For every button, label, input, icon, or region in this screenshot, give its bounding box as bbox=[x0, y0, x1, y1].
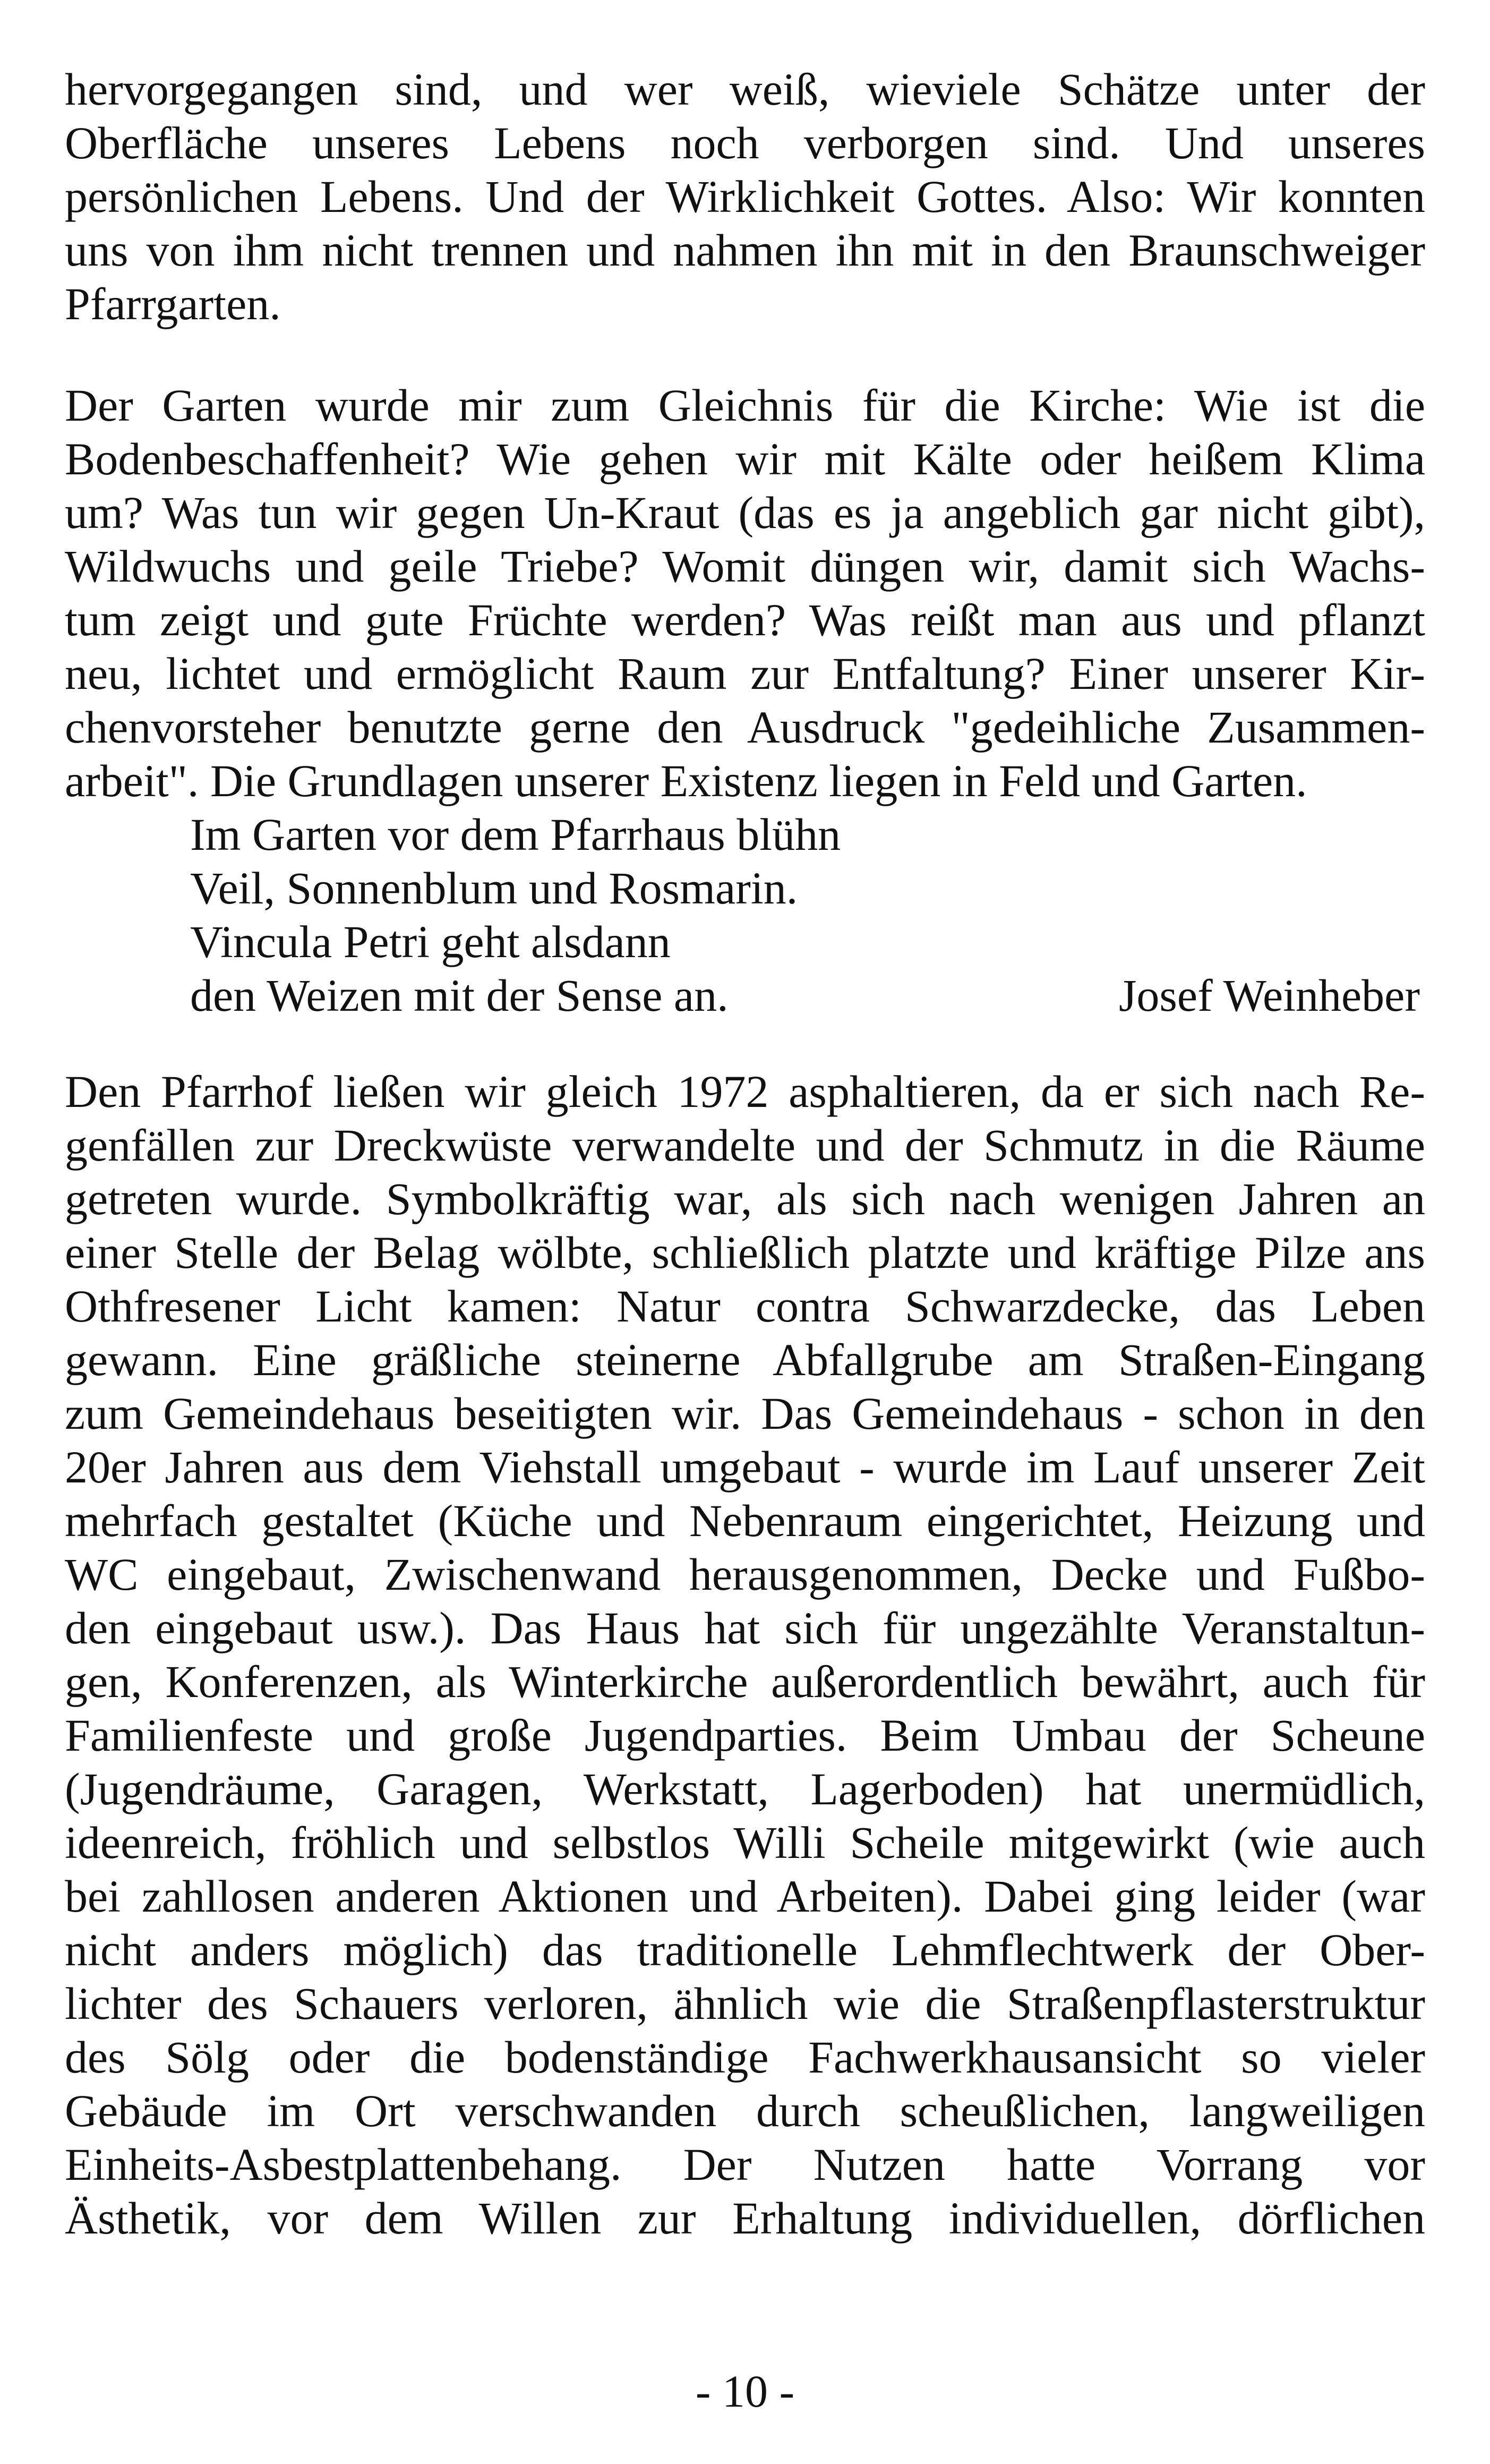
text-line: WC eingebaut, Zwischenwand herausgenommen, Decke und Fußbo- bbox=[65, 1549, 1425, 1600]
text-line: Den Pfarrhof ließen wir gleich 1972 asphaltieren, da er sich nach Re- bbox=[65, 1066, 1425, 1117]
text-line: arbeit". Die Grundlagen unserer Existenz liegen in Feld und Garten. bbox=[65, 755, 1307, 806]
paragraph-1 bbox=[65, 63, 1425, 331]
text-line: Bodenbeschaffenheit? Wie gehen wir mit Kälte oder heißem Klima bbox=[65, 433, 1425, 484]
text-line: Gebäude im Ort verschwanden durch scheußlichen, langweiligen bbox=[65, 2085, 1425, 2136]
poem-line: Veil, Sonnenblum und Rosmarin. bbox=[190, 863, 798, 914]
text-line: zum Gemeindehaus beseitigten wir. Das Gemeindehaus - schon in den bbox=[65, 1388, 1425, 1439]
text-line: bei zahllosen anderen Aktionen und Arbeiten). Dabei ging leider (war bbox=[65, 1871, 1425, 1922]
paragraph-3 bbox=[65, 1065, 1425, 2245]
text-line: des Sölg oder die bodenständige Fachwerkhausansicht so vieler bbox=[65, 2032, 1425, 2083]
text-line: ideenreich, fröhlich und selbstlos Willi Scheile mitgewirkt (wie auch bbox=[65, 1817, 1425, 1868]
text-line: einer Stelle der Belag wölbte, schließlich platzte und kräftige Pilze ans bbox=[65, 1227, 1425, 1278]
page-number: - 10 - bbox=[695, 2366, 795, 2417]
text-line: Wildwuchs und geile Triebe? Womit düngen wir, damit sich Wachs- bbox=[65, 541, 1425, 592]
text-line: chenvorsteher benutzte gerne den Ausdruck "gedeihliche Zusammen- bbox=[65, 702, 1425, 753]
poem-line: Vincula Petri geht alsdann bbox=[190, 916, 671, 967]
text-line: neu, lichtet und ermöglicht Raum zur Entfaltung? Einer unserer Kir- bbox=[65, 648, 1425, 699]
text-line: 20er Jahren aus dem Viehstall umgebaut - wurde im Lauf unserer Zeit bbox=[65, 1442, 1425, 1493]
poem-author: Josef Weinheber bbox=[1118, 970, 1420, 1021]
text-line: Familienfeste und große Jugendparties. Beim Umbau der Scheune bbox=[65, 1710, 1425, 1761]
text-line: Der Garten wurde mir zum Gleichnis für die Kirche: Wie ist die bbox=[65, 380, 1425, 431]
page-content bbox=[65, 63, 1425, 2245]
poem-quote bbox=[65, 808, 1425, 1022]
poem-line: den Weizen mit der Sense an. bbox=[190, 970, 729, 1021]
paragraph-spacer bbox=[65, 1022, 1425, 1065]
text-line: um? Was tun wir gegen Un-Kraut (das es ja angeblich gar nicht gibt), bbox=[65, 487, 1425, 538]
text-line: nicht anders möglich) das traditionelle Lehmflechtwerk der Ober- bbox=[65, 1924, 1425, 1975]
text-line: hervorgegangen sind, und wer weiß, wieviele Schätze unter der bbox=[65, 64, 1425, 115]
text-line: gewann. Eine gräßliche steinerne Abfallgrube am Straßen-Eingang bbox=[65, 1334, 1425, 1385]
text-line: gen, Konferenzen, als Winterkirche außerordentlich bewährt, auch für bbox=[65, 1656, 1425, 1707]
poem-line: Im Garten vor dem Pfarrhaus blühn bbox=[190, 809, 841, 860]
text-line: mehrfach gestaltet (Küche und Nebenraum eingerichtet, Heizung und bbox=[65, 1495, 1425, 1546]
text-line: Oberfläche unseres Lebens noch verborgen sind. Und unseres bbox=[65, 117, 1425, 168]
text-line: Einheits-Asbestplattenbehang. Der Nutzen hatte Vorrang vor bbox=[65, 2139, 1425, 2190]
text-line: uns von ihm nicht trennen und nahmen ihn mit in den Braunschweiger bbox=[65, 225, 1425, 276]
text-line: genfällen zur Dreckwüste verwandelte und der Schmutz in die Räume bbox=[65, 1120, 1425, 1171]
text-line: lichter des Schauers verloren, ähnlich wie die Straßenpflasterstruktur bbox=[65, 1978, 1425, 2029]
text-line: Othfresener Licht kamen: Natur contra Schwarzdecke, das Leben bbox=[65, 1281, 1425, 1332]
paragraph-2 bbox=[65, 379, 1425, 808]
text-line: getreten wurde. Symbolkräftig war, als sich nach wenigen Jahren an bbox=[65, 1173, 1425, 1224]
text-line: den eingebaut usw.). Das Haus hat sich für ungezählte Veranstaltun- bbox=[65, 1602, 1425, 1653]
paragraph-spacer bbox=[65, 331, 1425, 379]
text-line: Ästhetik, vor dem Willen zur Erhaltung individuellen, dörflichen bbox=[65, 2193, 1425, 2244]
text-line: tum zeigt und gute Früchte werden? Was reißt man aus und pflanzt bbox=[65, 594, 1425, 645]
text-line: Pfarrgarten. bbox=[65, 278, 281, 329]
text-line: persönlichen Lebens. Und der Wirklichkeit Gottes. Also: Wir konnten bbox=[65, 171, 1425, 222]
text-line: (Jugendräume, Garagen, Werkstatt, Lagerboden) hat unermüdlich, bbox=[65, 1763, 1425, 1814]
